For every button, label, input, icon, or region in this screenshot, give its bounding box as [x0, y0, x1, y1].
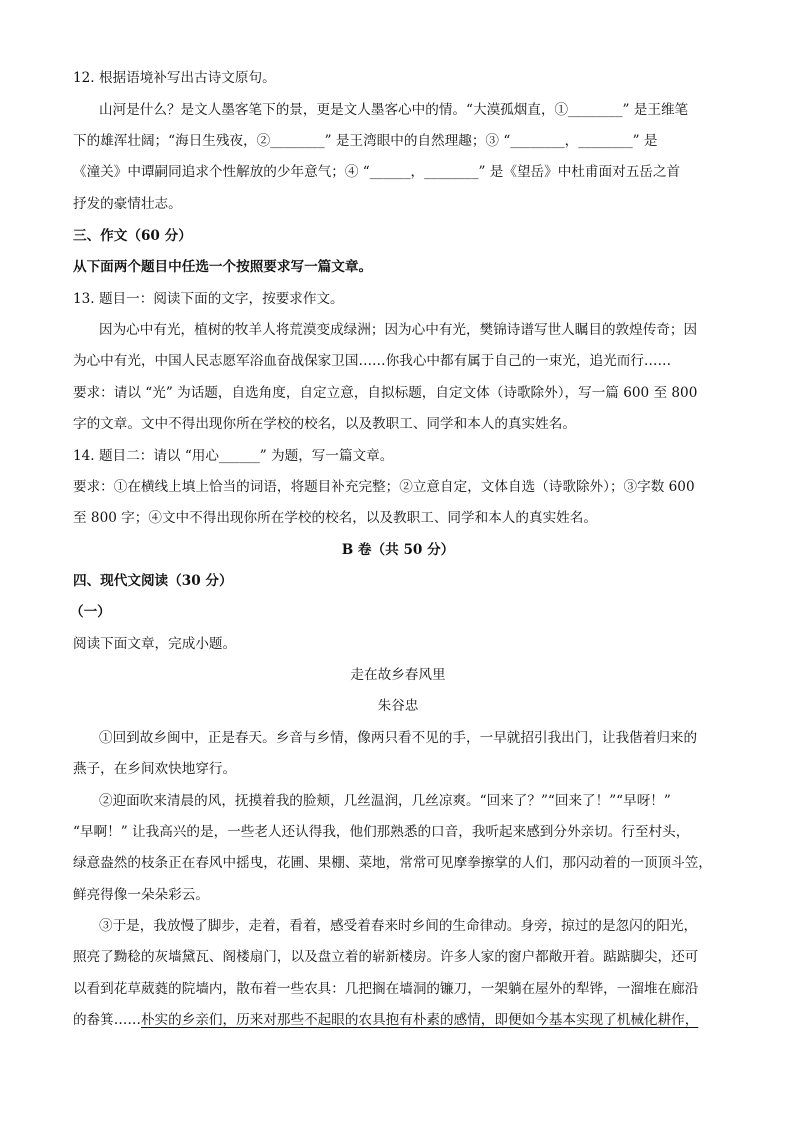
section4-instruction: 阅读下面文章，完成小题。: [73, 636, 237, 652]
article-author: 朱谷忠: [377, 698, 419, 714]
q13-requirement-line: 字的文章。文中不得出现你所在学校的校名，以及教职工、同学和本人的真实姓名。: [73, 416, 576, 432]
q13-text-line: 为心中有光，中国人民志愿军浴血奋战保家卫国……你我心中都有属于自己的一束光，追光而行……: [73, 353, 672, 369]
article-text-plain: 的畚箕……: [73, 1012, 141, 1028]
article-paragraph-line: [73, 1010, 723, 1030]
article-paragraph-line: “早啊！” 让我高兴的是，一些老人还认得我，他们那熟悉的口音，我听起来感到分外亲切。行至村头，: [73, 824, 690, 840]
article-paragraph-line: ③于是，我放慢了脚步，走着，看着，感受着春来时乡间的生命律动。身旁，掠过的是忽闪的阳光，: [99, 918, 698, 934]
q13-text-line: 因为心中有光，植树的牧羊人将荒漠变成绿洲；因为心中有光，樊锦诗谱写世人瞩目的敦煌传奇；因: [99, 322, 698, 338]
q12-text-line: 下的雄浑壮阔；“海日生残夜，②________” 是王湾眼中的自然理趣；③ “________，________” 是: [73, 133, 658, 149]
article-underlined-sentence: 朴实的乡亲们，历来对那些不起眼的农具抱有朴素的感情，即便如今基本实现了机械化耕作，: [140, 1012, 699, 1028]
article-paragraph-line: ②迎面吹来清晨的风，抚摸着我的脸颊，几丝温润，几丝凉爽。“回来了？”“回来了！”“早呀！”: [99, 793, 671, 809]
q14-title: 14. 题目二：请以 “用心______” 为题，写一篇文章。: [73, 448, 394, 464]
section4-heading: 四、现代文阅读（30 分）: [73, 573, 233, 589]
article-paragraph-line: 绿意盎然的枝条正在春风中摇曳，花圃、果棚、菜地，常常可见摩拳擦掌的人们，那闪动着的一顶顶斗笠，: [73, 855, 712, 871]
q12-title: 12. 根据语境补写出古诗文原句。: [73, 70, 276, 86]
q14-requirement-line: 要求：①在横线上填上恰当的词语，将题目补充完整；②立意自定，文体自选（诗歌除外）；③字数 600: [73, 479, 695, 495]
article-paragraph-line: 照亮了黝稔的灰墙黛瓦、阁楼扇门，以及盘立着的崭新楼房。许多人家的窗户都敞开着。踮踮脚尖，还可: [73, 949, 699, 965]
article-title: 走在故乡春风里: [350, 667, 446, 683]
article-paragraph-line: 以看到花草葳蕤的院墙内，散布着一些农具：几把搁在墙洞的镰刀，一架躺在屋外的犁铧，一溜堆在廊沿: [73, 981, 699, 997]
article-paragraph-line: 鲜亮得像一朵朵彩云。: [73, 887, 209, 903]
q12-text-line: 抒发的豪情壮志。: [73, 196, 182, 212]
section3-heading: 三、作文（60 分）: [73, 228, 192, 244]
article-paragraph-line: ①回到故乡闽中，正是春天。乡音与乡情，像两只看不见的手，一早就招引我出门，让我偕着归来的: [99, 730, 698, 746]
q14-requirement-line: 至 800 字；④文中不得出现你所在学校的校名，以及教职工、同学和本人的真实姓名。: [73, 510, 597, 526]
section4-subheading: （一）: [70, 604, 111, 620]
q13-requirement-line: 要求：请以 “光” 为话题，自选角度，自定立意，自拟标题，自定文体（诗歌除外），写一篇 600 至 800: [73, 385, 698, 401]
part-b-heading: B 卷（共 50 分）: [341, 542, 455, 558]
q12-text-line: 山河是什么？是文人墨客笔下的景，更是文人墨客心中的情。“大漠孤烟直，①________” 是王维笔: [99, 102, 689, 118]
section3-instruction: 从下面两个题目中任选一个按照要求写一篇文章。: [73, 259, 373, 275]
q13-title: 13. 题目一：阅读下面的文字，按要求作文。: [73, 291, 344, 307]
q12-text-line: 《潼关》中谭嗣同追求个性解放的少年意气；④ “______，________” 是《望岳》中杜甫面对五岳之首: [73, 164, 681, 180]
article-paragraph-line: 燕子，在乡间欢快地穿行。: [73, 761, 237, 777]
